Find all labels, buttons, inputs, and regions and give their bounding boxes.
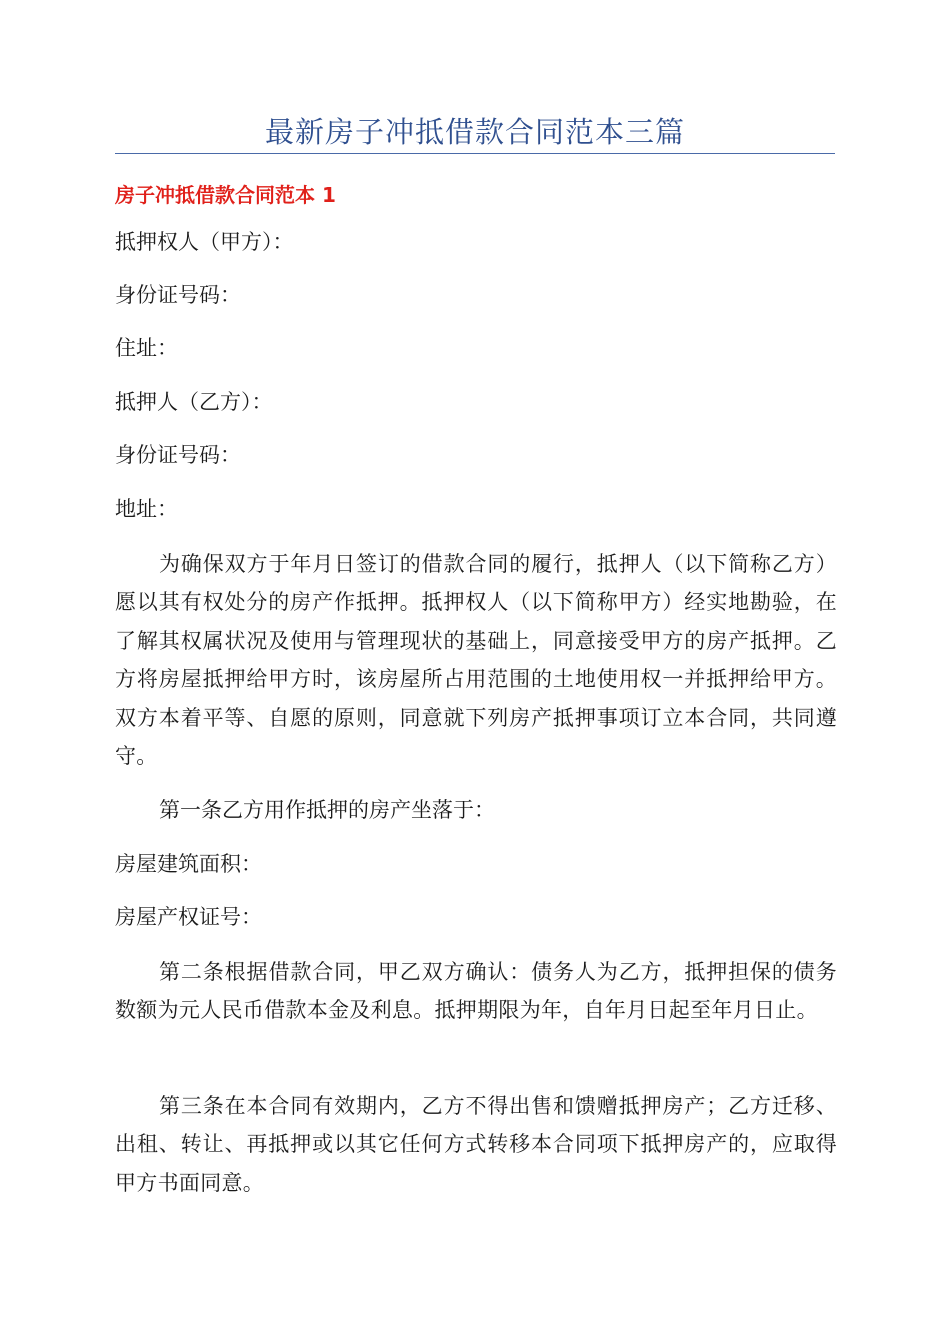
mortgagor-label: 抵押人（乙方）： [115,390,273,414]
mortgagor-address-label: 地址： [115,497,178,521]
mortgagee-label: 抵押权人（甲方）： [115,230,294,254]
article-2: 第二条根据借款合同，甲乙双方确认：债务人为乙方，抵押担保的债务数额为元人民币借款本金及利息。抵押期限为年，自年月日起至年月日止。 [115,960,837,1023]
property-cert-label: 房屋产权证号： [115,905,262,929]
mortgagee-id-label: 身份证号码： [115,283,241,307]
article-3: 第三条在本合同有效期内，乙方不得出售和馈赠抵押房产；乙方迁移、出租、转让、再抵押或以其它任何方式转移本合同项下抵押房产的，应取得甲方书面同意。 [115,1094,837,1195]
section-heading: 房子冲抵借款合同范本 1 [115,183,336,207]
building-area-label: 房屋建筑面积： [115,852,262,876]
mortgagee-address-label: 住址： [115,336,178,360]
intro-paragraph: 为确保双方于年月日签订的借款合同的履行，抵押人（以下简称乙方）愿以其有权处分的房产作抵押。抵押权人（以下简称甲方）经实地勘验，在了解其权属状况及使用与管理现状的基础上，同意接受甲方的房产抵押。乙方将房屋抵押给甲方时，该房屋所占用范围的土地使用权一并抵押给甲方。双方本着平等、自愿的原则，同意就下列房产抵押事项订立本合同，共同遵守。 [115,552,837,769]
title-underline [115,153,835,154]
document-title: 最新房子冲抵借款合同范本三篇 [264,115,685,149]
mortgagor-id-label: 身份证号码： [115,443,241,467]
article-1: 第一条乙方用作抵押的房产坐落于： [159,798,495,822]
